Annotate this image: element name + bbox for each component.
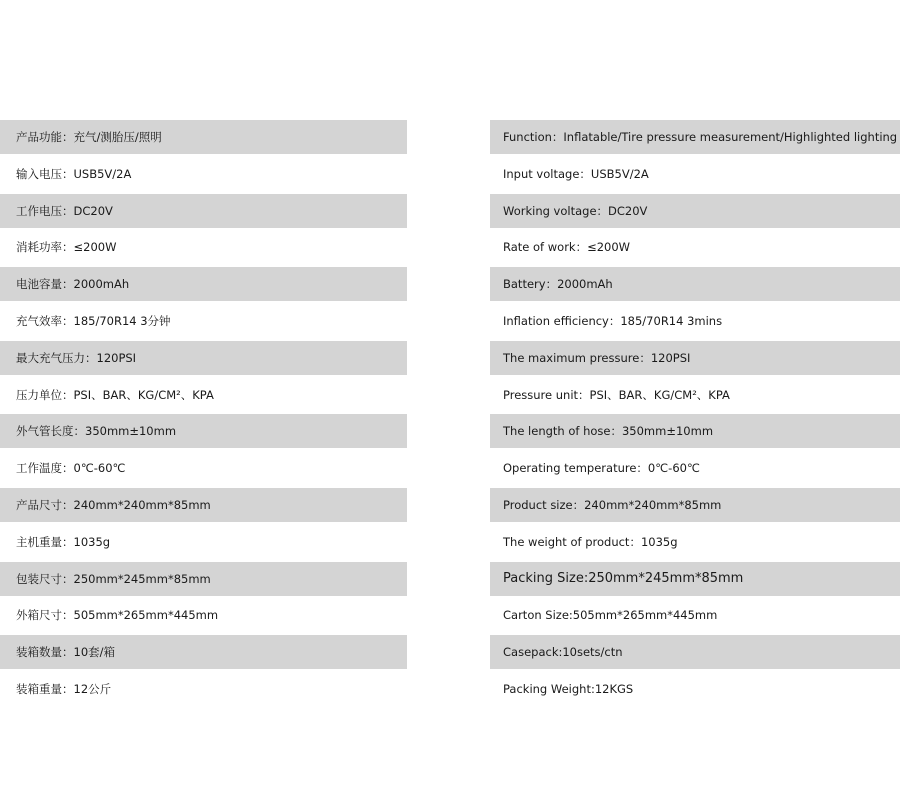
spec-row-max-pressure-cn: 最大充气压力：120PSI — [0, 341, 407, 375]
spec-row-pressure-unit-cn: 压力单位：PSI、BAR、KG/CM²、KPA — [16, 387, 214, 402]
chinese-spec-table — [0, 120, 407, 709]
spec-row-product-size-en: Product size：240mm*240mm*85mm — [490, 488, 900, 522]
spec-row-hose-length-cn: 外气管长度：350mm±10mm — [0, 414, 407, 448]
spec-row-packing-weight-cn: 装箱重量：12公斤 — [16, 681, 112, 696]
spec-row-operating-temp-en: Operating temperature：0℃-60℃ — [503, 461, 700, 476]
spec-row-working-voltage-en: Working voltage：DC20V — [490, 194, 900, 228]
spec-row-max-pressure-en: The maximum pressure：120PSI — [490, 341, 900, 375]
spec-row-power-en: Rate of work：≤200W — [503, 240, 631, 255]
spec-row-product-size-cn: 产品尺寸：240mm*240mm*85mm — [0, 488, 407, 522]
spec-row-packing-size-cn: 包装尺寸：250mm*245mm*85mm — [0, 562, 407, 596]
spec-row-input-voltage-en: Input voltage：USB5V/2A — [503, 166, 649, 181]
spec-row-inflation-efficiency-en: Inflation efficiency：185/70R14 3mins — [503, 313, 723, 328]
spec-row-product-weight-en: The weight of product：1035g — [503, 534, 678, 549]
spec-row-operating-temp-cn: 工作温度：0℃-60℃ — [16, 461, 126, 476]
spec-row-packing-size-en: Packing Size:250mm*245mm*85mm — [490, 562, 900, 596]
spec-row-hose-length-en: The length of hose：350mm±10mm — [490, 414, 900, 448]
spec-row-packing-weight-en: Packing Weight:12KGS — [503, 681, 634, 696]
spec-row-function-en: Function：Inflatable/Tire pressure measurement/Highlighted lighting — [490, 120, 900, 154]
spec-row-function-cn: 产品功能：充气/测胎压/照明 — [0, 120, 407, 154]
english-spec-table — [490, 120, 900, 709]
spec-row-carton-size-en: Carton Size:505mm*265mm*445mm — [503, 608, 718, 623]
spec-row-inflation-efficiency-cn: 充气效率：185/70R14 3分钟 — [16, 313, 171, 328]
spec-row-carton-size-cn: 外箱尺寸：505mm*265mm*445mm — [16, 608, 219, 623]
spec-row-power-cn: 消耗功率：≤200W — [16, 240, 117, 255]
spec-row-casepack-en: Casepack:10sets/ctn — [490, 635, 900, 669]
spec-row-battery-en: Battery：2000mAh — [490, 267, 900, 301]
spec-row-battery-cn: 电池容量：2000mAh — [0, 267, 407, 301]
spec-row-working-voltage-cn: 工作电压：DC20V — [0, 194, 407, 228]
spec-row-casepack-cn: 装箱数量：10套/箱 — [0, 635, 407, 669]
spec-row-pressure-unit-en: Pressure unit：PSI、BAR、KG/CM²、KPA — [503, 387, 730, 402]
spec-row-input-voltage-cn: 输入电压：USB5V/2A — [16, 166, 132, 181]
spec-row-product-weight-cn: 主机重量：1035g — [16, 534, 111, 549]
